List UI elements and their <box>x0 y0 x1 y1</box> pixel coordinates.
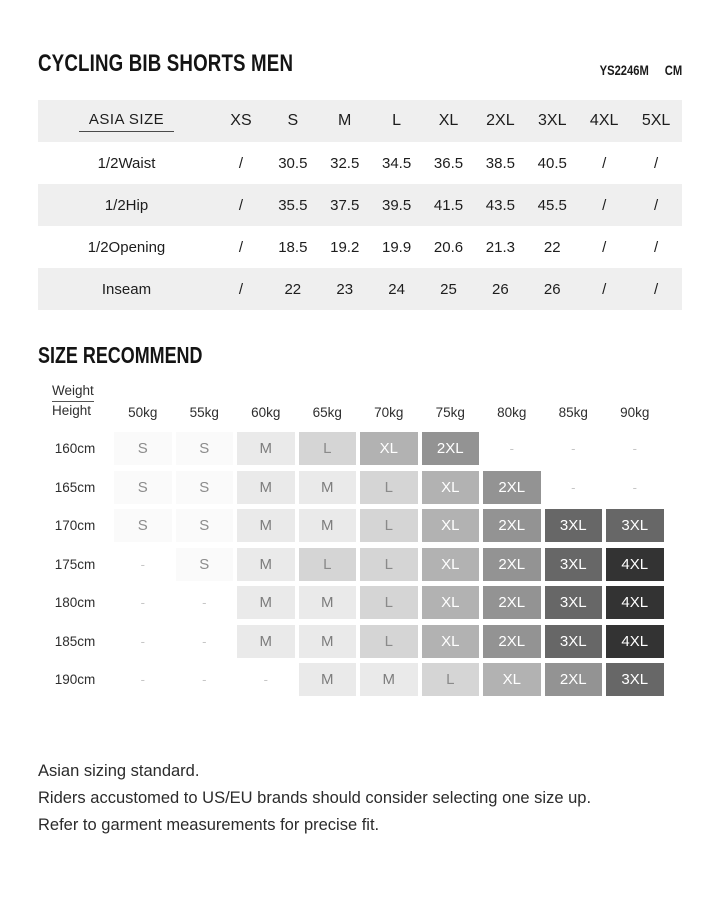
measurement-value: 43.5 <box>485 196 515 214</box>
recommended-size-cell: XL <box>422 586 480 619</box>
recommended-size-cell: M <box>237 471 295 504</box>
measurement-row <box>38 184 682 226</box>
recommended-size-cell: M <box>299 625 357 658</box>
height-axis-label: Height <box>52 403 92 418</box>
measurement-value: 26 <box>543 280 561 298</box>
weight-column-header: 75kg <box>435 405 465 420</box>
recommended-size-cell: S <box>176 548 234 581</box>
weight-column-header: 65kg <box>312 405 342 420</box>
measurement-value: 19.2 <box>330 238 360 256</box>
recommended-size-cell: M <box>237 509 295 542</box>
empty-cell: - <box>263 672 268 687</box>
weight-column-header: 85kg <box>558 405 588 420</box>
recommended-size-cell: M <box>237 625 295 658</box>
asia-size-label: ASIA SIZE <box>79 111 174 132</box>
recommended-size-cell: 3XL <box>606 663 664 696</box>
height-row-label: 190cm <box>54 672 96 687</box>
recommended-size-cell: 3XL <box>545 625 603 658</box>
recommended-size-cell: L <box>422 663 480 696</box>
measurement-row <box>38 268 682 310</box>
measurement-value: / <box>602 280 607 298</box>
empty-cell: - <box>632 441 637 456</box>
measurement-value: 23 <box>336 280 354 298</box>
empty-cell: - <box>202 595 207 610</box>
matrix-row <box>38 471 666 510</box>
matrix-row <box>38 548 666 587</box>
footer-note: Riders accustomed to US/EU brands should consider selecting one size up. <box>38 788 592 807</box>
matrix-row <box>38 663 666 702</box>
measurement-value: / <box>602 154 607 172</box>
weight-column-header: 60kg <box>251 405 281 420</box>
measurement-value: / <box>238 238 244 256</box>
recommended-size-cell: M <box>299 586 357 619</box>
measurement-value: 41.5 <box>433 196 464 214</box>
size-column-header: 5XL <box>641 112 671 129</box>
axis-labels <box>38 382 112 420</box>
measurement-value: 35.5 <box>278 196 308 214</box>
recommended-size-cell: 3XL <box>606 509 664 542</box>
size-column-header: XL <box>438 112 459 129</box>
recommended-size-cell: 3XL <box>545 509 603 542</box>
weight-axis-label: Weight <box>52 382 94 402</box>
recommended-size-cell: 3XL <box>545 586 603 619</box>
size-recommend-matrix <box>38 382 666 702</box>
recommended-size-cell: L <box>360 471 418 504</box>
weight-column-header: 50kg <box>128 405 158 420</box>
measurement-value: / <box>602 238 607 256</box>
measurement-value: 26 <box>492 280 509 298</box>
recommended-size-cell: L <box>360 548 418 581</box>
matrix-row <box>38 625 666 664</box>
recommended-size-cell: L <box>360 509 418 542</box>
empty-cell: - <box>140 672 145 687</box>
recommended-size-cell: L <box>360 625 418 658</box>
measurement-value: 20.6 <box>433 238 464 256</box>
size-recommend-title: SIZE RECOMMEND <box>38 342 203 368</box>
measurement-row-label: 1/2Opening <box>87 238 166 256</box>
weight-column-header: 80kg <box>497 405 527 420</box>
recommended-size-cell: S <box>176 509 234 542</box>
recommended-size-cell: XL <box>422 625 480 658</box>
weight-column-header: 55kg <box>189 405 219 420</box>
page-title: CYCLING BIB SHORTS MEN <box>38 50 294 77</box>
recommended-size-cell: 2XL <box>483 509 541 542</box>
size-column-header: XS <box>230 112 252 129</box>
recommended-size-cell: S <box>176 471 234 504</box>
recommended-size-cell: M <box>237 586 295 619</box>
measurement-value: 34.5 <box>382 154 412 172</box>
recommended-size-cell: 4XL <box>606 586 664 619</box>
empty-cell: - <box>632 479 637 495</box>
matrix-body <box>38 432 666 702</box>
weight-column-header: 90kg <box>620 405 650 420</box>
measurement-value: / <box>238 154 244 172</box>
footer-note: Asian sizing standard. <box>38 761 200 780</box>
weight-column-header: 70kg <box>374 405 404 420</box>
recommended-size-cell: L <box>299 432 357 465</box>
recommended-size-cell: XL <box>483 663 541 696</box>
product-code <box>579 62 682 78</box>
measurement-value: 40.5 <box>537 154 567 172</box>
size-column-header: L <box>392 112 402 129</box>
recommended-size-cell: L <box>299 548 357 581</box>
recommended-size-cell: 4XL <box>606 548 664 581</box>
recommended-size-cell: L <box>360 586 418 619</box>
measurement-value: / <box>653 238 659 256</box>
measurement-value: 18.5 <box>278 238 308 256</box>
recommended-size-cell: M <box>299 471 357 504</box>
recommended-size-cell: 2XL <box>483 586 541 619</box>
empty-cell: - <box>202 633 207 649</box>
recommended-size-cell: XL <box>422 471 480 504</box>
height-row-label: 160cm <box>54 441 96 456</box>
measurement-value: / <box>653 154 659 172</box>
recommended-size-cell: M <box>237 548 295 581</box>
recommended-size-cell: 2XL <box>483 471 541 504</box>
measurement-value: 19.9 <box>382 238 412 256</box>
recommended-size-cell: XL <box>422 509 480 542</box>
recommended-size-cell: 3XL <box>545 548 603 581</box>
measurement-value: 37.5 <box>330 196 360 214</box>
recommended-size-cell: 2XL <box>545 663 603 696</box>
measurement-value: / <box>653 280 659 298</box>
measurement-table-header <box>38 100 682 142</box>
size-column-header: 3XL <box>538 112 567 129</box>
measurement-value: 45.5 <box>537 196 567 214</box>
measurement-row-label: Inseam <box>101 280 152 298</box>
empty-cell: - <box>140 595 145 610</box>
measurement-row <box>38 142 682 184</box>
height-row-label: 180cm <box>54 595 96 610</box>
empty-cell: - <box>140 633 145 649</box>
recommended-size-cell: S <box>114 471 172 504</box>
measurement-value: 22 <box>284 280 302 298</box>
recommended-size-cell: 2XL <box>422 432 480 465</box>
recommended-size-cell: M <box>237 432 295 465</box>
empty-cell: - <box>571 441 576 456</box>
recommended-size-cell: XL <box>422 548 480 581</box>
height-row-label: 185cm <box>54 633 96 649</box>
height-row-label: 170cm <box>54 518 96 533</box>
matrix-header-row <box>38 382 666 422</box>
height-row-label: 175cm <box>54 556 96 572</box>
measurement-value: 39.5 <box>382 196 412 214</box>
measurement-table <box>38 100 682 310</box>
measurement-value: 25 <box>440 280 457 298</box>
recommended-size-cell: S <box>176 432 234 465</box>
measurement-value: 38.5 <box>485 154 515 172</box>
measurement-value: 36.5 <box>433 154 464 172</box>
size-column-header: M <box>338 112 352 129</box>
measurement-row-label: 1/2Hip <box>104 196 149 214</box>
measurement-table-body <box>38 142 682 310</box>
measurement-row <box>38 226 682 268</box>
recommended-size-cell: M <box>360 663 418 696</box>
measurement-value: / <box>602 196 607 214</box>
unit-label: CM <box>664 62 682 78</box>
measurement-value: / <box>653 196 659 214</box>
measurement-value: 21.3 <box>485 238 515 256</box>
recommended-size-cell: M <box>299 663 357 696</box>
recommended-size-cell: 2XL <box>483 548 541 581</box>
empty-cell: - <box>140 556 145 572</box>
height-row-label: 165cm <box>54 479 96 495</box>
recommended-size-cell: XL <box>360 432 418 465</box>
matrix-row <box>38 432 666 471</box>
measurement-value: 22 <box>543 238 561 256</box>
matrix-row <box>38 509 666 548</box>
recommended-size-cell: M <box>299 509 357 542</box>
measurement-value: 32.5 <box>330 154 360 172</box>
page-header <box>38 50 682 78</box>
measurement-value: / <box>238 280 244 298</box>
size-column-header: 4XL <box>589 112 619 129</box>
empty-cell: - <box>202 672 207 687</box>
recommended-size-cell: S <box>114 509 172 542</box>
size-column-header: S <box>287 112 299 129</box>
measurement-value: 30.5 <box>278 154 308 172</box>
measurement-value: 24 <box>388 280 405 298</box>
recommended-size-cell: 2XL <box>483 625 541 658</box>
recommended-size-cell: S <box>114 432 172 465</box>
empty-cell: - <box>509 441 514 456</box>
size-column-header: 2XL <box>486 112 515 129</box>
measurement-value: / <box>238 196 244 214</box>
matrix-row <box>38 586 666 625</box>
empty-cell: - <box>571 479 576 495</box>
measurement-row-label: 1/2Waist <box>97 154 156 172</box>
footer-notes <box>38 758 682 839</box>
product-code-value: YS2246M <box>599 62 649 78</box>
footer-note: Refer to garment measurements for precise fit. <box>38 815 380 834</box>
recommended-size-cell: 4XL <box>606 625 664 658</box>
